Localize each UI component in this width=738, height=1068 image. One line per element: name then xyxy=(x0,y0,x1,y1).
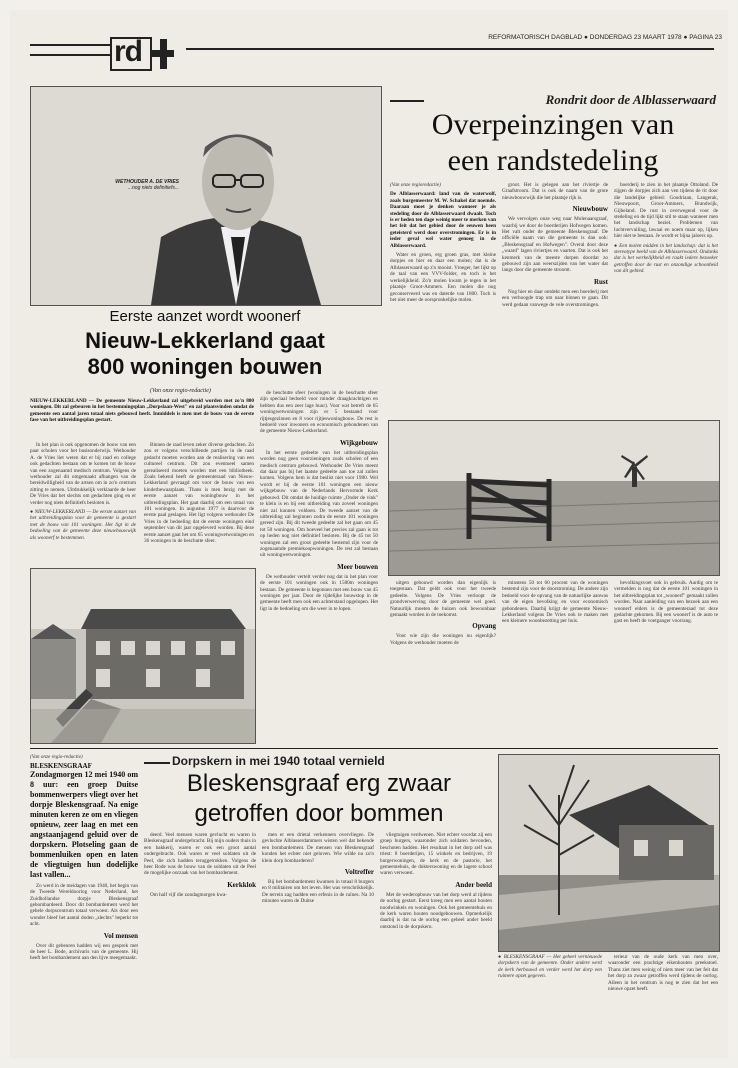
portrait-illustration xyxy=(31,87,381,305)
right-lower-col-1-text: uitgen gebouwd worden dan eigenlijk is toegestaan. Dat geldt ook voor het tweede gedeelte. Volgens De Vries verloopt de grondverwerving door de gemeente wel goed. Natuurlijk moeten de huizen ook bewoonbaar gemaakt worden in de toekomst. xyxy=(390,580,496,619)
left-byline: (Van onze regio-redactie) xyxy=(150,388,211,394)
bottom-headline-1: Bleskensgraaf erg zwaar xyxy=(186,770,452,797)
bottom-col-3-text-b: Bij het bombardement kwamen in totaal 8 burgers en 8 militairen om het leven. Het was verschrikkelijk. De terrein zag hadden een erfenis in de ruïnes. Na 10 minuten waren de Duitse xyxy=(262,879,374,905)
bottom-col-4 xyxy=(380,832,492,1050)
left-col-3-text: de beschutte sfeer (woningen in de beschutte sfeer zijn speciaal bedoeld voor minder draagkrachtigen en hebben dus een zeer lage huur). Voor wat betreft de 65 woningwetwoningen zijn er 5 bestaand voor rijtjesgezinnen en 8 voor rijtjeswoningbouw. De rest is bedoeld voor inwoners en economisch gebondenen van de gemeente Nieuw-Lekkerland. xyxy=(260,390,378,435)
right-col-1-text: Water en groen, erg groen gras, met kleine dorpjes en hier en daar een molen; dat is de Alblasserwaard op z'n mooist. Vroeger, het lijkt op de taal van een VVV-folder, en toch is het werkelijkheid. Zo'n molen kwam je tegen in het plaatsje Groot-Ammers. Een molen die nog geconserveerd was en daterde van 1800. Toch is het niet meer de oorspronkelijke molen. xyxy=(390,252,496,303)
landscape-illustration xyxy=(389,421,719,575)
right-lower-col-2 xyxy=(502,580,608,740)
subhead-wijkgebouw: Wijkgebouw xyxy=(340,438,378,447)
right-col-2-text: groot. Het is gelegen aan het riviertje de Graafstroom. Dat is ook de naam van de grote nieuwbouwwijk die het plaatsje rijk is. xyxy=(502,182,608,201)
left-col-2 xyxy=(144,442,254,564)
portrait-caption-name: WETHOUDER A. DE VRIES xyxy=(115,179,179,185)
left-col-3 xyxy=(260,390,378,742)
bottom-col-5a xyxy=(498,954,602,1050)
right-col-3-caption: ● Een molen midden in het landschap: dat is het stereotype beeld van de Alblasserwaard. Ondanks dat is het werkelijkheid en raakt iedere bezoeker getroffen door de rust en onzondige schoonheid van dit gebied. xyxy=(614,242,718,275)
masthead-logo xyxy=(110,37,176,71)
right-col-3 xyxy=(614,182,718,416)
left-col-1 xyxy=(30,442,136,564)
bottom-col-2-text: deerd. Veel mensen waren gevlucht en waren in Bleskensgraaf ondergebracht. Bij mijn ouders thuis in een bakkerij, waren er ook een groot aantal ondergebracht. Ook waren er veel soldaten uit de Peel, die zich hadden teruggetrokken. Volgens de heer Bode was de bouw van de soldaten uit de Peel de mogelijke oorzaak van het bombardement. xyxy=(144,832,256,877)
right-lower-col-1-text-b: Voor wie zijn die woningen nu eigenlijk? Volgens de wethouder moeten de xyxy=(390,633,496,646)
right-lower-col-3 xyxy=(614,580,718,740)
right-col-2-text-c: Nog hier en daar ontdekt men een boerderij met een verhoogde trap om naar binnen te gaan. Dit werd gedaan vanwege de vele overstromingen. xyxy=(502,288,608,308)
newspaper-page xyxy=(10,10,728,1058)
bottom-kicker: Dorpskern in mei 1940 totaal vernield xyxy=(172,754,385,768)
right-lead-text: De Alblasserwaard: land van de waterwolf, zoals burgemeester M. W. Schakel dat noemde. Daaraan moet je denken wanneer je als stedeling door de Alblasserwaard dwaalt. Toch is er heden ten dage weinig meer te merken van het feit dat het gebied door de eeuwen heen geteisterd werd door overstromingen. Er is in ieder geval wel water genoeg in de Alblasserwaard. xyxy=(390,191,496,249)
bottom-col-2-text-b: Om half vijf die zondagmorgen kwa- xyxy=(150,891,227,898)
bottom-col-4-text: vliegtuigen verdwenen. Niet echter voordat zij een groep burgers, waaronder zich soldaten bevonden, beschoten hadden. Het resultaat in het dorp zelf was triest: 8 boerderijen, 15 winkels en bedrijven, 19 burgerwoningen, de kerk en de pastorie, het gemeentehuis, de dokterswoning en de lagere school waren verwoest. xyxy=(380,832,492,877)
left-lead-text: NIEUW-LEKKERLAND — De gemeente Nieuw-Lekkerland zal uitgebreid worden met zo'n 800 woningen. Dit zal gebeuren in het bestemmingsplan „Dorpslaan-West" en zal plaatsvinden omdat de gemeente een aantal jaren totaal niets gebouwd heeft. Inmiddels is men met de bouw van de eerste fase van het uitbreidingsplan gestart. xyxy=(30,398,254,424)
masthead-info: REFORMATORISCH DAGBLAD ● DONDERDAG 23 MAART 1978 ● PAGINA 23 xyxy=(488,34,722,41)
right-lower-col-1 xyxy=(390,580,496,740)
bottom-col-2 xyxy=(144,832,256,1050)
right-col-2-text-b: We vervolgen onze weg naar Molenaarsgraaf, waarbij we door de boerderijen Hofwegen komen. Het valt onder de gemeente Bleskensgraaf. De officiële naam van die gemeente is dan ook: „Bleskensgraaf en Hofwegen". Overal door deze „waard" lagen riviertjes en vaarten. Dat is ook het kenmerk van de meeste dorpen doordat zo gebouwd zijn aan weerszijden van het water dat langs door die gemeente stroomt. xyxy=(502,216,608,274)
left-col-3-text-b: In het eerste gedeelte van het uitbreidingsplan worden nog geen voorzieningen zoals scholen of een medisch centrum gebouwd. Wethouder De Vries meent dat daar pas bij het laatste gedeelte aan toe zal zullen komen. Volgens hem is dat beslist niet voor 1980. Wel wordt er bij de eerste 101 woningen een nieuw wijkgebouw van de Nederlands Hervormde Kerk gebouwd. Dit omdat de huidige ruimte „Onder de vink" te klein is en bij een uitbreiding van zoveel woningen niet zal kunnen voldoen. De tweede aanzet van de uitbreiding zal beginnen zodra de eerste 101 woningen gereed zijn. Bij dit tweede gedeelte zal het gaan om 45 tot 50 woningen. Om hoeveel het precies zal gaan is tot op heden nog niet definitief besloten. Bij de 45 tot 50 woningen zal een groot gedeelte bestemd zijn voor de zogenaamde premiekoopwoningen. De rest zal bestaan uit woningwetwoningen. xyxy=(260,449,378,559)
masthead-line-right xyxy=(186,48,714,50)
portrait-photo xyxy=(30,86,382,306)
masthead-rule-bottom xyxy=(30,54,110,56)
bottom-col-3-text: men er een drietal verkenners overvliegen. De gevluchte Alblasserdammers wisten wel dat bekende een bombardement. De mensen van Bleskensgraaf konden het echter niet geloven. Wie wilde nu zo'n klein dorp bombarderen? xyxy=(262,832,374,864)
right-kicker-rule xyxy=(390,100,424,102)
left-col-3-text-c: De wethouder vertelt verder nog dat in het plan voor de eerste 101 woningen ook in 1500m woningen bestaan. De gemeente is begonnen met een bouw van 45 woningen per jaar. Door de tijdelijke bouwstop in de gemeente heeft men ook een achterstand opgelopen. Het ligt in de bedoeling om die weer in te lopen. xyxy=(260,573,378,612)
issue-date: DONDERDAG 23 MAART 1978 xyxy=(589,34,682,41)
bottom-lead-text: Zondagmorgen 12 mei 1940 om 8 uur: een groep Duitse bommenwerpers vliegt over het dorpje Bleskensgraaf. Na enige minuten keren ze om en vliegen opnieuw, zeer laag en met een angstaanjagend geluid over de dorpskern. Plotseling gaan de bommenluiken open en laten de vliegtuigen hun dodelijke last vallen... xyxy=(30,769,138,879)
left-headline-1: Nieuw-Lekkerland gaat xyxy=(85,328,325,353)
right-headline-1: Overpeinzingen van xyxy=(431,108,675,141)
bottom-col-5b xyxy=(608,954,718,1050)
subhead-meer-bouwen: Meer bouwen xyxy=(337,562,378,571)
left-col-2-text: Binnen de raad leven zeker diverse gedachten. Zo zou er volgens verschillende partijen in de raad gedacht moeten worden aan de realisering van een cultureel centrum. Dit zou eventueel samen gerealiseerd moeten worden met een bibliotheek. Zoals bekend heeft de gemeenteraad van Nieuw-Lekkerland gevraagd om voor de bouw van een kinderbewaarplaats. Thans is men bezig met de eerste aanzet van woningbouw in het uitbreidingsplan. Het gaat daarbij om een totaal van 101 woningen. In augustus 1977 is daarvoor de eerste paal geslagen. Het ligt volgens wethouder De Vries in de bedoeling dat de eerste woningen eind september van dit jaar opgeleverd worden. Bij deze eerste aanzet gaat het om 65 woningwetwoningen en 36 woningen in de beschutte sfeer. xyxy=(144,442,254,545)
right-headline-2: een randstedeling xyxy=(447,144,659,177)
housing-photo xyxy=(30,568,256,744)
portrait-caption xyxy=(99,179,179,191)
subhead-rust: Rust xyxy=(593,277,608,286)
bottom-byline: (Van onze regio-redactie) xyxy=(30,754,83,760)
bottom-kicker-rule xyxy=(144,762,170,764)
bottom-headline-2: getroffen door bommen xyxy=(194,800,444,827)
newspaper-name: REFORMATORISCH DAGBLAD xyxy=(488,34,583,41)
bottom-col-1-text-b: Over dit gebeuren hadden wij een gesprek met de heer L. Bode, archivaris van de gemeente. Hij heeft het bombardement aan den lijve meegemaakt. xyxy=(30,942,138,962)
logo-text: rd xyxy=(114,35,142,68)
subhead-opvang: Opvang xyxy=(472,622,496,631)
right-col-2 xyxy=(502,182,608,416)
housing-illustration xyxy=(31,569,255,743)
page-number: PAGINA 23 xyxy=(689,34,722,41)
left-headline-2: 800 woningen bouwen xyxy=(87,354,323,379)
subhead-ander-beeld: Ander beeld xyxy=(455,880,492,889)
village-illustration xyxy=(499,755,719,951)
village-photo xyxy=(498,754,720,952)
bottom-col-4-text-b: Met de wederopbouw van het dorp werd al tijdens de oorlog gestart. Eerst kreeg men een aantal houten noodwinkels en woningen. Ook het gemeentehuis en de kerk waren houten noodgebouwen. Opmerkelijk daarbij is dat na de oorlog een geheel ander beeld ontstond in de dorpskern. xyxy=(380,891,492,930)
left-col-1-text: In het plan is ook opgenomen de bouw van een paar scholen voor het basisonderwijs. Wethouder A. de Vries liet weten dat er bij raad en college ook gedachten bestaan om te komen tot de bouw van een zogenaamd medisch centrum. Volgens de wethouder zal dit omgemaakt afhangen van de bereidwilligheid van de artsen om in zo'n centrum zitting te nemen. Uitdrukkelijk verklaarde de heer De Vries dat het slechts om gedachten ging en er verder nog niets definitiefs besloten is. xyxy=(30,442,136,506)
right-col-3-text: boerderij te zien in het plaatsje Ottoland. De zijgen de dorpjes zich aan ven tijdens de rit door die landelijke gebied: Goudriaan, Langerak, Nieuwpoort, Groot-Ammers, Brandwijk, Gijbeland. De rust in overwegend voor de stedeling en de tijd lijkt stil te staan wanneer men het landschap beziet. Problemen van luchtvervuiling, lawaai en noem maar op, lijken hier niet te bestaan. Je wordt er bijna jaloers op. xyxy=(614,182,718,240)
right-byline: (Van onze regioredactie) xyxy=(390,182,441,188)
right-kicker: Rondrit door de Alblasserwaard xyxy=(545,92,716,107)
section-divider xyxy=(30,748,718,749)
landscape-photo xyxy=(388,420,720,576)
right-lower-col-3-text: bevolkingsvoet ook in gebruik. Aardig om te vermelden is nog dat de eerste 101 woningen in het uitbreidingsplan tot „woonerf" gemaakt zullen worden. Naar aanleiding van een bezoek aan een woonerf elders is de gemeenteraad tot deze gedachte gekomen. Bij een woonerf is de auto te gast en heeft de voetganger voorrang. xyxy=(614,580,718,625)
village-caption: ● BLESKENSGRAAF — Het geheel vernieuwde dorpskern van de gemeente. Onder andere werd de kerk herbouwd en verder werd het dorp een ruimere opzet gegeven. xyxy=(498,954,602,980)
subhead-voltreffer: Voltreffer xyxy=(344,868,374,877)
subhead-vol-mensen: Vol mensen xyxy=(103,931,138,940)
bottom-col-3 xyxy=(262,832,374,1050)
bottom-col-5-text: terieur van de oude kerk van men over, waaronder een prachtige eikenhouten preekstoel. Thans ziet men weinig of niets meer van het feit dat het dorp zo zwaar getroffen werd tijdens de oorlog. Alleen in het centrum is nog te zien dat het een nieuwe opzet heeft. xyxy=(608,954,718,993)
bottom-col-1-text: Zo werd in de meidagen van 1940, het begin van de Tweede Wereldoorlog voor Nederland, het Zuidhollandse dorpje Bleskensgraaf gebombardeerd. Door dit bombardement werd het gehele dorpscentrum totaal verwoest. Als door een wonder bleef het aantal doden „slechts" beperkt tot acht. xyxy=(30,882,138,928)
left-kicker: Eerste aanzet wordt woonerf xyxy=(109,308,301,325)
left-lead xyxy=(30,398,254,440)
bottom-col-1 xyxy=(30,754,138,1050)
portrait-caption-text: ...nog niets definitiefs... xyxy=(127,185,179,191)
subhead-kerkklok: Kerkklok xyxy=(227,880,256,889)
subhead-nieuwbouw: Nieuwbouw xyxy=(572,205,608,214)
left-col-1-caption: ● NIEUW-LEKKERLAND — De eerste aanzet van het uitbreidingsplan voor de gemeente is gestart met de bouw van 101 woningen. Het ligt in de bedoeling van de gemeente deze nieuwbouwwijk als woonerf te bestemmen. xyxy=(30,509,136,541)
masthead xyxy=(10,10,728,80)
masthead-rule-top xyxy=(30,44,110,46)
right-col-1 xyxy=(390,182,496,416)
bottom-lead-place: BLESKENSGRAAF xyxy=(30,762,92,771)
right-lower-col-2-text: minstens 50 tot 60 procent van de woningen bestemd zijn voor de doorstroming. De andere zijn bedoeld voor de opvang van de natuurlijke aanwas van de eigen bevolking en voor economisch gebondenen. Daarbij krijgt de gemeente Nieuw-Lekkerland volgens De Vries ook te maken met een kleinere woonbezetting per huis. xyxy=(502,580,608,625)
